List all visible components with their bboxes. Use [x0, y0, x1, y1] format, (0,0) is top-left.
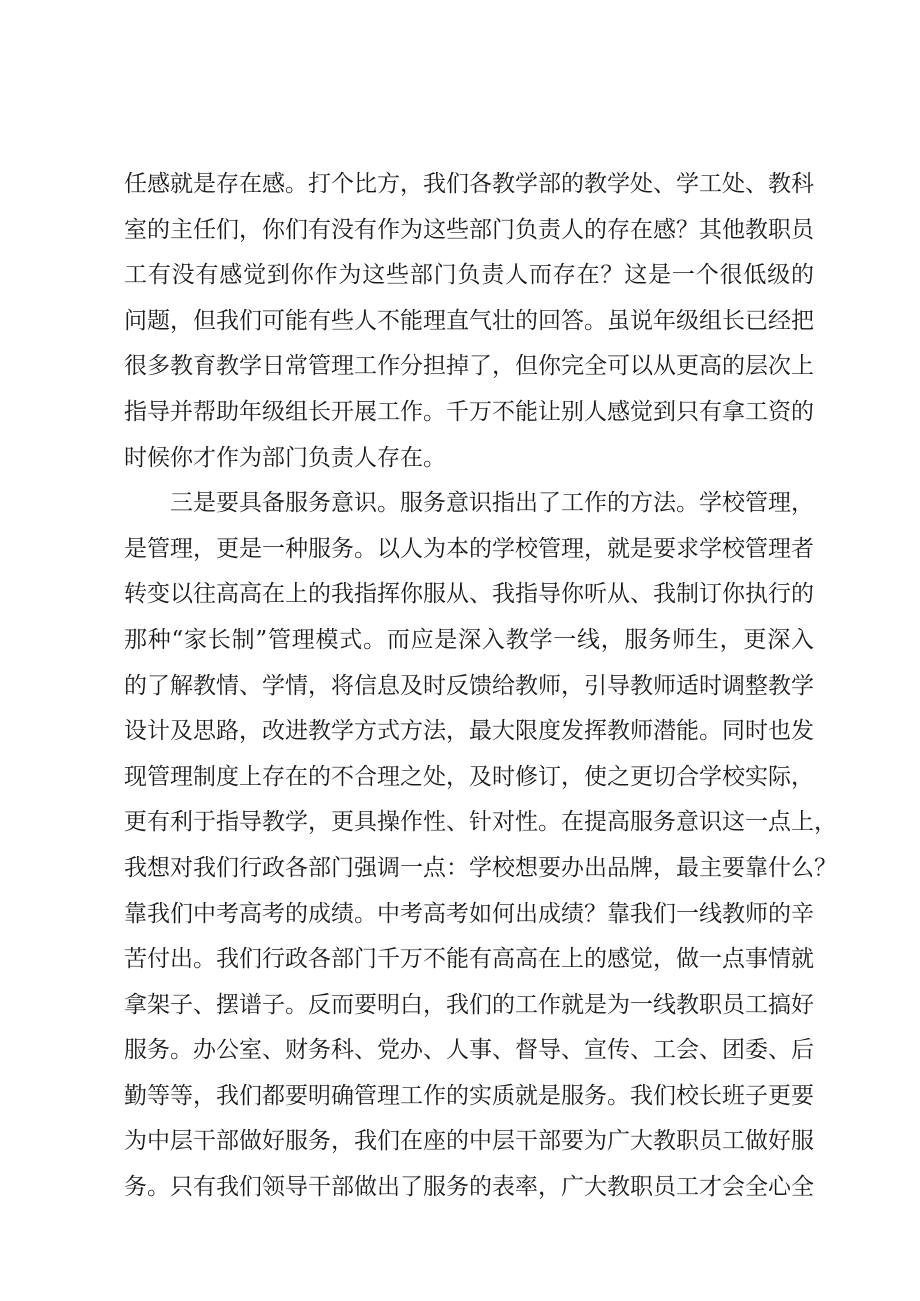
paragraph-line: 那种“家长制”管理模式。而应是深入教学一线，服务师生，更深入 [124, 626, 814, 653]
paragraph-line: 为中层干部做好服务，我们在座的中层干部要为广大教职员工做好服 [124, 1128, 814, 1155]
paragraph-line: 室的主任们，你们有没有作为这些部门负责人的存在感？其他教职员 [124, 216, 814, 243]
paragraph-line: 任感就是存在感。打个比方，我们各教学部的教学处、学工处、教科 [124, 171, 814, 197]
paragraph-line: 务。只有我们领导干部做出了服务的表率，广大教职员工才会全心全 [124, 1174, 814, 1201]
paragraph-line: 勤等等，我们都要明确管理工作的实质就是服务。我们校长班子更要 [124, 1082, 814, 1109]
paragraph-line: 苦付出。我们行政各部门千万不能有高高在上的感觉，做一点事情就 [124, 946, 814, 973]
paragraph-line: 服务。办公室、财务科、党办、人事、督导、宣传、工会、团委、后 [124, 1037, 814, 1064]
paragraph-line: 拿架子、摆谱子。反而要明白，我们的工作就是为一线教职员工搞好 [124, 991, 814, 1018]
paragraph-line: 问题，但我们可能有些人不能理直气壮的回答。虽说年级组长已经把 [124, 307, 814, 334]
paragraph-line: 是管理，更是一种服务。以人为本的学校管理，就是要求学校管理者 [124, 535, 814, 562]
paragraph-line: 靠我们中考高考的成绩。中考高考如何出成绩？靠我们一线教师的辛 [124, 900, 814, 927]
paragraph-line: 更有利于指导教学，更具操作性、针对性。在提高服务意识这一点上， [124, 809, 837, 836]
paragraph-line: 工有没有感觉到你作为这些部门负责人而存在？这是一个很低级的 [124, 262, 814, 289]
paragraph-line: 三是要具备服务意识。服务意识指出了工作的方法。学校管理， [170, 490, 814, 517]
paragraph-line: 设计及思路，改进教学方式方法，最大限度发挥教师潜能。同时也发 [124, 718, 814, 745]
body-text [124, 162, 837, 1211]
paragraph-line: 很多教育教学日常管理工作分担掉了，但你完全可以从更高的层次上 [124, 353, 814, 380]
paragraph-line: 指导并帮助年级组长开展工作。千万不能让别人感觉到只有拿工资的 [124, 398, 814, 425]
paragraph-line: 我想对我们行政各部门强调一点：学校想要办出品牌，最主要靠什么？ [124, 854, 837, 881]
paragraph-line: 时候你才作为部门负责人存在。 [124, 444, 446, 471]
paragraph-line: 转变以往高高在上的我指挥你服从、我指导你听从、我制订你执行的 [124, 581, 814, 608]
paragraph-line: 的了解教情、学情，将信息及时反馈给教师，引导教师适时调整教学 [124, 672, 814, 699]
paragraph-line: 现管理制度上存在的不合理之处，及时修订，使之更切合学校实际， [124, 763, 814, 790]
